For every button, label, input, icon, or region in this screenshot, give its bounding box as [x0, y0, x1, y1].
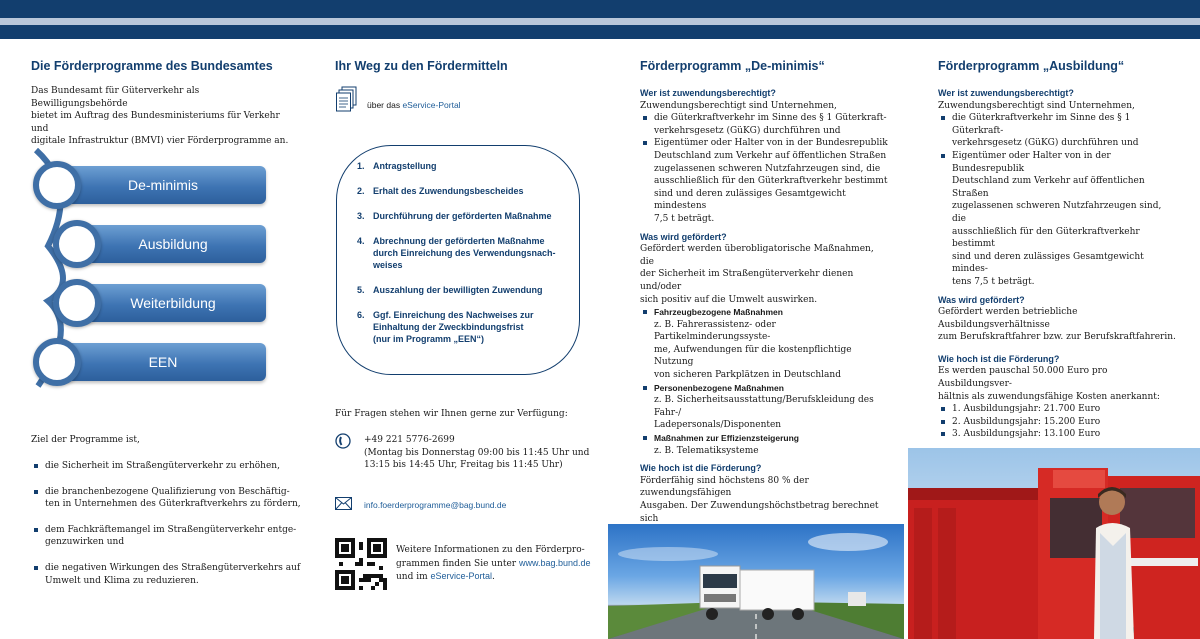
program-circle — [53, 279, 101, 327]
program-circle — [33, 338, 81, 386]
col4-who-intro: Zuwendungsberechtigt sind Unternehmen, — [938, 100, 1135, 111]
col3-how-title: Wie hoch ist die Förderung? — [640, 463, 762, 474]
highway-truck-photo — [608, 524, 904, 639]
program-een — [60, 343, 266, 381]
program-circle — [33, 161, 81, 209]
program-weiterbildung — [80, 284, 266, 322]
portal-line: über das eService-Portal — [367, 100, 461, 110]
goals-list — [31, 460, 301, 587]
header-stripe-bottom — [0, 25, 1200, 39]
hours-line: (Montag bis Donnerstag 09:00 bis 11:45 Uhr und — [364, 447, 590, 458]
col3-heading: Förderprogramm „De-minimis“ — [640, 59, 825, 73]
program-label: Weiterbildung — [130, 295, 216, 311]
measure-item: Maßnahmen zur Effizienzsteigerung z. B. Telematiksysteme — [640, 432, 890, 457]
col1-heading: Die Förderprogramme des Bundesamtes — [31, 59, 273, 73]
eservice-portal-link-2[interactable]: eService-Portal — [430, 571, 493, 582]
list-item: die Güterkraftverkehr im Sinne des § 1 Güterkraft- verkehrsgesetz (GüKG) durchführen und — [938, 112, 1178, 150]
program-circle — [53, 220, 101, 268]
col4-how-text: Es werden pauschal 50.000 Euro pro Ausbildungsver- hältnis als zuwendungsfähige Kosten anerkannt: — [938, 366, 1160, 402]
goal-item: dem Fachkräftemangel im Straßengüterverkehr entge- genzuwirken und — [31, 524, 301, 549]
goal-item: die branchenbezogene Qualifizierung von Beschäftig- ten in Unternehmen des Güterkraftverkehrs zu fördern, — [31, 486, 301, 511]
program-de-minimis — [60, 166, 266, 204]
col4-years-list — [938, 403, 1178, 441]
program-label: EEN — [148, 354, 178, 370]
col4-who-list — [938, 112, 1178, 288]
col4-how-title: Wie hoch ist die Förderung? — [938, 353, 1060, 364]
col2-heading: Ihr Weg zu den Fördermitteln — [335, 59, 508, 73]
col3-who-intro: Zuwendungsberechtigt sind Unternehmen, — [640, 100, 837, 111]
col4-heading: Förderprogramm „Ausbildung“ — [938, 59, 1125, 73]
email-link[interactable]: info.foerderprogramme@bag.bund.de — [364, 500, 507, 510]
step-item: 5. Auszahlung der bewilligten Zuwendung — [357, 285, 543, 295]
col3-who-list — [640, 112, 890, 225]
col4-what-title: Was wird gefördert? — [938, 294, 1025, 305]
measure-item: Fahrzeugbezogene Maßnahmen z. B. Fahrerassistenz- oder Partikelminderungssyste- me, Aufwendungen für die kostenpflichtige Nutzung von sicheren Parkplätzen in Deutschland — [640, 306, 890, 382]
eservice-portal-link[interactable]: eService-Portal — [402, 100, 461, 110]
step-item: 2. Erhalt des Zuwendungsbescheides — [357, 186, 524, 196]
col1-intro-line: bietet im Auftrag des Bundesministeriums für Verkehr und — [31, 111, 280, 134]
col4-what-text: Gefördert werden betriebliche Ausbildungsverhältnisse zum Berufskraftfahrer bzw. zur Berufskraftfahrerin. — [938, 307, 1176, 343]
col1-intro-line: Das Bundesamt für Güterverkehr als Bewilligungsbehörde — [31, 86, 200, 109]
col3-who-title: Wer ist zuwendungsberechtigt? — [640, 88, 776, 98]
header-stripe-light — [0, 18, 1200, 25]
steps-box — [336, 145, 580, 375]
mail-icon — [335, 497, 352, 510]
step-item: 4. Abrechnung der geförderten Maßnahme durch Einreichung des Verwendungsnach- weises — [357, 236, 556, 270]
list-item: Eigentümer oder Halter von in der Bundesrepublik Deutschland zum Verkehr auf öffentlichen Straßen zugelassenen schweren Nutzfahrzeugen sind, die ausschließlich für den Güterkraftverkehr bestimmt sind und deren zulässiges Gesamtgewicht mindes- tens 7,5 t beträgt. — [938, 150, 1178, 289]
phone-number[interactable]: +49 221 5776-2699 — [364, 435, 455, 445]
col4-who-title: Wer ist zuwendungsberechtigt? — [938, 88, 1074, 98]
year-item: 1. Ausbildungsjahr: 21.700 Euro — [938, 403, 1178, 416]
steps-list — [357, 158, 567, 358]
program-label: De-minimis — [128, 177, 198, 193]
step-item: 3. Durchführung der geförderten Maßnahme — [357, 211, 552, 221]
measure-item: Personenbezogene Maßnahmen z. B. Sicherheitsausstattung/Berufskleidung des Fahr-/ Ladepersonals/Disponenten — [640, 382, 890, 432]
phone-icon — [335, 433, 351, 449]
contact-intro: Für Fragen stehen wir Ihnen gerne zur Verfügung: — [335, 409, 568, 419]
qr-code-graphic — [335, 538, 387, 590]
col3-measures — [640, 306, 890, 457]
more-info-line: Weitere Informationen zu den Förderpro- — [396, 545, 585, 555]
col1-intro-line: digitale Infrastruktur (BMVI) vier Förderprogramme an. — [31, 136, 289, 147]
documents-icon — [336, 86, 358, 112]
col1-intro — [31, 85, 291, 148]
year-item: 3. Ausbildungsjahr: 13.100 Euro — [938, 428, 1178, 441]
col3-how-text: Förderfähig sind höchstens 80 % der zuwendungsfähigen Ausgaben. Der Zuwendungshöchstbetrag berechnet sich — [640, 475, 879, 524]
year-item: 2. Ausbildungsjahr: 15.200 Euro — [938, 416, 1178, 429]
bag-website-link[interactable]: www.bag.bund.de — [518, 557, 591, 568]
program-ausbildung — [80, 225, 266, 263]
list-item: Eigentümer oder Halter von in der Bundesrepublik Deutschland zum Verkehr auf öffentlichen Straßen zugelassenen schweren Nutzfahrzeugen sind, die ausschließlich für den Güterkraftverkehr bestimmt sind und deren zulässiges Gesamtgewicht mindestens 7,5 t beträgt. — [640, 137, 890, 225]
header-stripe-top — [0, 0, 1200, 18]
step-item: 6. Ggf. Einreichung des Nachweises zur Einhaltung der Zweckbindungsfrist (nur im Programm „EEN“) — [357, 310, 534, 344]
hours-line: 13:15 bis 14:45 Uhr, Freitag bis 11:45 Uhr) — [364, 460, 563, 471]
highway-scene — [608, 524, 904, 639]
list-item: die Güterkraftverkehr im Sinne des § 1 Güterkraft- verkehrsgesetz (GüKG) durchführen und — [640, 112, 890, 137]
more-info-line: grammen finden Sie unter www.bag.bund.de — [396, 557, 591, 569]
goal-item: die negativen Wirkungen des Straßengüterverkehrs auf Umwelt und Klima zu reduzieren. — [31, 562, 301, 587]
program-label: Ausbildung — [138, 236, 208, 252]
qr-code-icon — [335, 538, 387, 590]
goals-title: Ziel der Programme ist, — [31, 435, 140, 445]
red-truck-scene — [908, 448, 1200, 639]
col3-what-text: Gefördert werden überobligatorische Maßnahmen, die der Sicherheit im Straßengüterverkehr dienen und/oder sich positiv auf die Umwelt auswirken. — [640, 244, 874, 305]
contact-phone — [364, 434, 589, 472]
goal-item: die Sicherheit im Straßengüterverkehr zu erhöhen, — [31, 460, 301, 473]
red-truck-driver-photo — [908, 448, 1200, 639]
more-info — [396, 544, 596, 584]
step-item: 1. Antragstellung — [357, 161, 437, 171]
col3-what-title: Was wird gefördert? — [640, 231, 727, 242]
more-info-line: und im eService-Portal. — [396, 571, 495, 583]
